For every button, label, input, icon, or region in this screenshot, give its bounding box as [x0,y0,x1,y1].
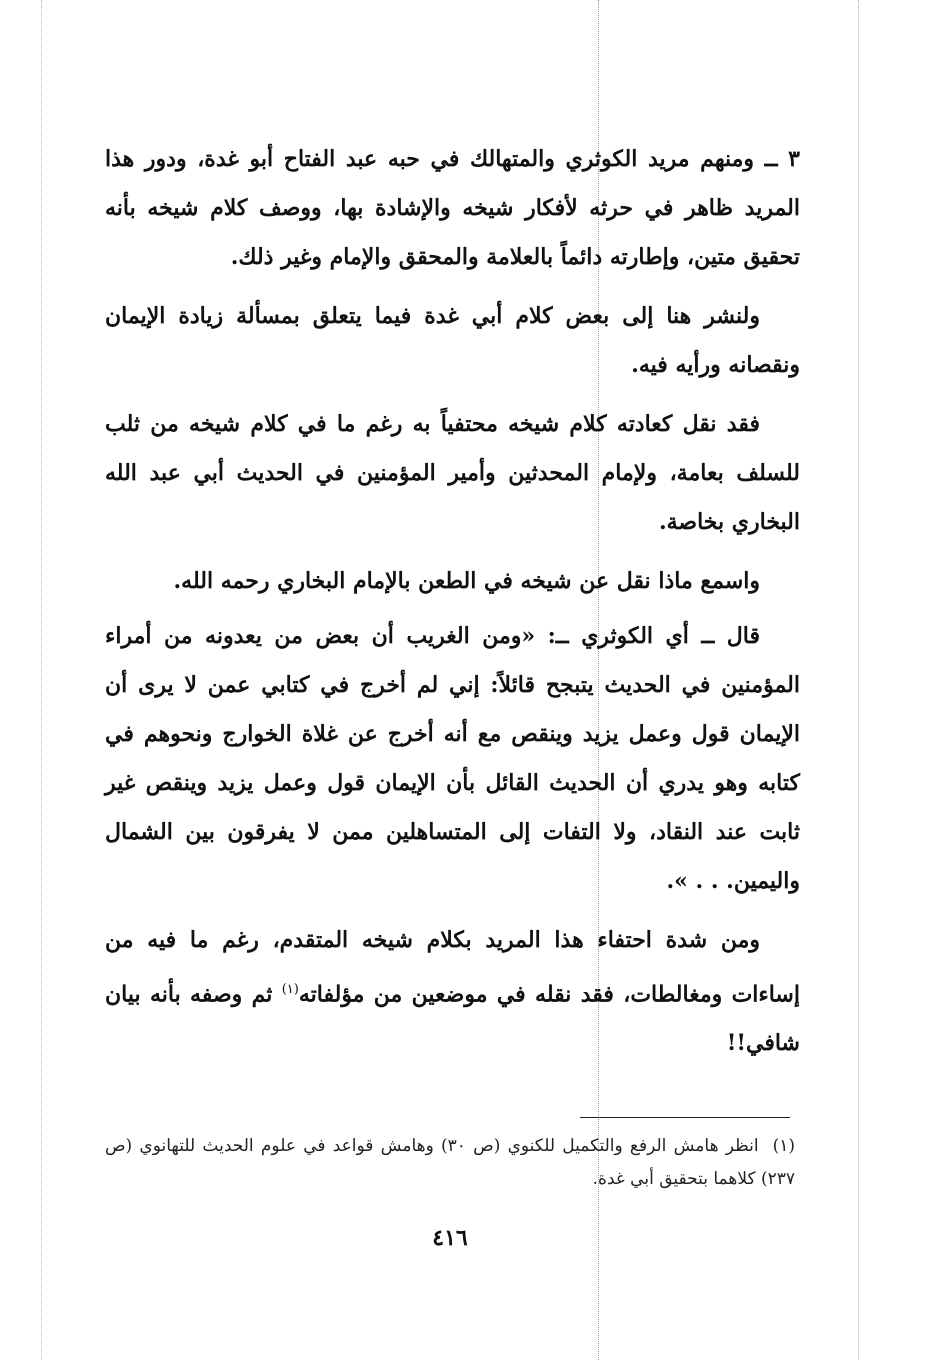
footnote-number: (١) [772,1136,795,1156]
paragraph-2: ولنشر هنا إلى بعض كلام أبي غدة فيما يتعلق بمسألة زيادة الإيمان ونقصانه ورأيه فيه. [105,303,800,378]
paragraph-3: فقد نقل كعادته كلام شيخه محتفياً به رغم ما في كلام شيخه من ثلب للسلف بعامة، ولإمام المحدثين وأمير المؤمنين في الحديث أبي عبد الله البخاري بخاصة. [105,411,800,535]
paragraph-1: ٣ ــ ومنهم مريد الكوثري والمتهالك في حبه عبد الفتاح أبو غدة، ودور هذا المريد ظاهر في حرثه لأفكار شيخه والإشادة بها، ووصف كلام شيخه بأنه تحقيق متين، وإطارته دائماً بالعلامة والمحقق والإمام وغير ذلك. [105,146,800,270]
page-number: ٤١٦ [432,1225,468,1251]
paragraph-6 [105,916,800,1068]
paragraph-4: واسمع ماذا نقل عن شيخه في الطعن بالإمام البخاري رحمه الله. [173,568,760,594]
footnote-reference[interactable]: (١) [281,982,299,997]
footnote [105,1130,795,1196]
footnote-text: انظر هامش الرفع والتكميل للكنوي (ص ٣٠) وهامش قواعد في علوم الحديث للتهانوي (ص ٢٣٧) كلاهما بتحقيق أبي غدة. [105,1136,795,1189]
paragraph-5-quote: قال ــ أي الكوثري ــ: «ومن الغريب أن بعض من يعدونه من أمراء المؤمنين في الحديث يتبجح قائلاً: إني لم أخرج في كتابي عمن لا يرى أن الإيمان قول وعمل يزيد وينقص مع أنه أخرج عن غلاة الخوارج ونحوهم في كتابه وهو يدري أن الحديث القائل بأن الإيمان قول وعمل يزيد وينقص غير ثابت عند النقاد، ولا التفات إلى المتساهلين ممن لا يفرقون بين الشمال واليمين. . . ». [105,623,800,894]
footnote-separator [580,1117,790,1118]
scan-guide-line-left [41,0,42,1360]
paragraph-6-text-after: ثم وصفه بأنه بيان شافي!! [105,981,800,1057]
scan-guide-line-right [858,0,859,1360]
paragraph-6-text: ومن شدة احتفاء هذا المريد بكلام شيخه المتقدم، رغم ما فيه من إساءات ومغالطات، فقد نقله في موضعين من مؤلفاته [105,927,800,1008]
page-body [105,135,800,1078]
